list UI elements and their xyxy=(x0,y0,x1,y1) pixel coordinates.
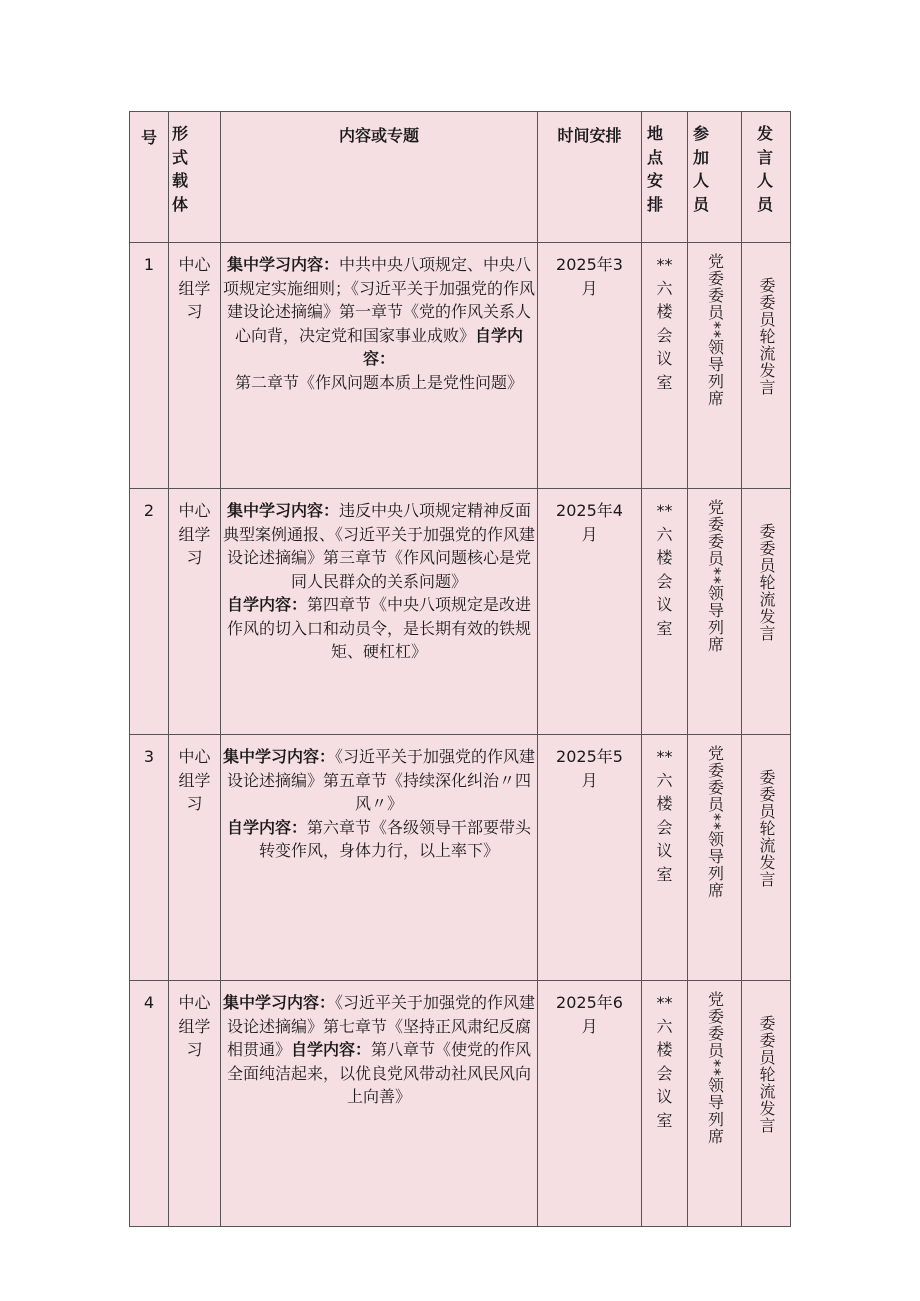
row-form xyxy=(169,735,221,981)
row-content xyxy=(221,489,538,735)
row-content xyxy=(221,735,538,981)
row-speakers xyxy=(742,489,791,735)
header-speakers xyxy=(742,112,791,243)
table-header-row xyxy=(130,112,791,243)
self-study-label: 自学内容： xyxy=(226,817,307,837)
focus-label: 集中学习内容： xyxy=(222,747,335,766)
row-location xyxy=(642,735,688,981)
header-attendees-text: 参加人员 xyxy=(693,124,710,214)
study-schedule-table xyxy=(129,111,791,1227)
focus-label: 集中学习内容： xyxy=(226,501,339,520)
row-form xyxy=(169,243,221,489)
row-speakers-text: 委委员轮流发言 xyxy=(757,523,776,642)
focus-label: 集中学习内容： xyxy=(226,255,339,274)
row-speakers-text: 委委员轮流发言 xyxy=(757,769,776,888)
header-location-text: 地点安排 xyxy=(647,124,664,214)
header-attendees xyxy=(688,112,742,243)
row-speakers-text: 委委员轮流发言 xyxy=(757,277,776,396)
row-no: 1 xyxy=(130,243,169,489)
row-time xyxy=(538,243,642,489)
row-location-text: **六楼会议室 xyxy=(656,255,673,392)
self-study-label: 自学内容： xyxy=(226,595,307,614)
focus-text: 中共中央八项规定、中央八项规定实施细则；《习近平关于加强党的作风建设论述摘编》第一章节《党的作风关系人心向背，决定党和国家事业成败》 xyxy=(222,255,535,345)
header-speakers-text: 发言人员 xyxy=(757,124,774,214)
row-location-text: **六楼会议室 xyxy=(656,993,673,1130)
row-location xyxy=(642,489,688,735)
row-form xyxy=(169,489,221,735)
self-study-label: 自学内容： xyxy=(362,325,524,368)
focus-text: 《习近平关于加强党的作风建设论述摘编》第七章节《坚持正风肃纪反腐相贯通》 xyxy=(226,993,536,1059)
row-time-text: 2025年3月 xyxy=(556,255,623,298)
self-study-text: 第八章节《使党的作风全面纯洁起来，以优良党风带动社风民风向上向善》 xyxy=(226,1040,532,1106)
row-time xyxy=(538,735,642,981)
row-attendees-text: 党委委员**领导列席 xyxy=(705,745,725,899)
row-location-text: **六楼会议室 xyxy=(656,747,673,884)
row-time-text: 2025年6月 xyxy=(556,993,623,1036)
row-content xyxy=(221,981,538,1227)
row-attendees xyxy=(688,735,742,981)
focus-label: 集中学习内容： xyxy=(222,993,335,1012)
header-form xyxy=(169,112,221,243)
row-speakers-text: 委委员轮流发言 xyxy=(757,1015,776,1134)
header-content: 内容或专题 xyxy=(221,112,538,243)
row-time xyxy=(538,489,642,735)
row-no: 2 xyxy=(130,489,169,735)
focus-text: 违反中央八项规定精神反面典型案例通报、《习近平关于加强党的作风建设论述摘编》第三章节《作风问题核心是党同人民群众的关系问题》 xyxy=(222,501,535,591)
row-form-text: 中心组学习 xyxy=(178,255,211,321)
row-form-text: 中心组学习 xyxy=(178,501,211,567)
table-row xyxy=(130,243,791,489)
self-study-text: 第二章节《作风问题本质上是党性问题》 xyxy=(234,372,523,392)
self-study-label: 自学内容： xyxy=(290,1040,371,1059)
row-no: 4 xyxy=(130,981,169,1227)
row-location xyxy=(642,243,688,489)
table-row xyxy=(130,981,791,1227)
header-time: 时间安排 xyxy=(538,112,642,243)
row-speakers xyxy=(742,981,791,1227)
header-form-text: 形式载体 xyxy=(172,124,189,214)
header-location xyxy=(642,112,688,243)
focus-text: 《习近平关于加强党的作风建设论述摘编》第五章节《持续深化纠治〃四风〃》 xyxy=(226,747,536,813)
row-attendees-text: 党委委员**领导列席 xyxy=(705,499,725,653)
row-form-text: 中心组学习 xyxy=(178,993,211,1059)
self-study-text: 第四章节《中央八项规定是改进作风的切入口和动员令，是长期有效的铁规矩、硬杠杠》 xyxy=(226,595,532,661)
row-form-text: 中心组学习 xyxy=(178,747,211,813)
header-no: 号 xyxy=(130,112,169,243)
table-row xyxy=(130,489,791,735)
row-no: 3 xyxy=(130,735,169,981)
row-speakers xyxy=(742,243,791,489)
row-location-text: **六楼会议室 xyxy=(656,501,673,638)
table-row xyxy=(130,735,791,981)
row-attendees xyxy=(688,489,742,735)
row-content xyxy=(221,243,538,489)
row-attendees xyxy=(688,981,742,1227)
row-time-text: 2025年5月 xyxy=(556,747,623,790)
row-attendees-text: 党委委员**领导列席 xyxy=(705,253,725,407)
self-study-text: 第六章节《各级领导干部要带头转变作风，身体力行，以上率下》 xyxy=(258,817,532,860)
row-form xyxy=(169,981,221,1227)
row-speakers xyxy=(742,735,791,981)
row-attendees xyxy=(688,243,742,489)
row-attendees-text: 党委委员**领导列席 xyxy=(705,991,725,1145)
row-location xyxy=(642,981,688,1227)
row-time xyxy=(538,981,642,1227)
row-time-text: 2025年4月 xyxy=(556,501,623,544)
